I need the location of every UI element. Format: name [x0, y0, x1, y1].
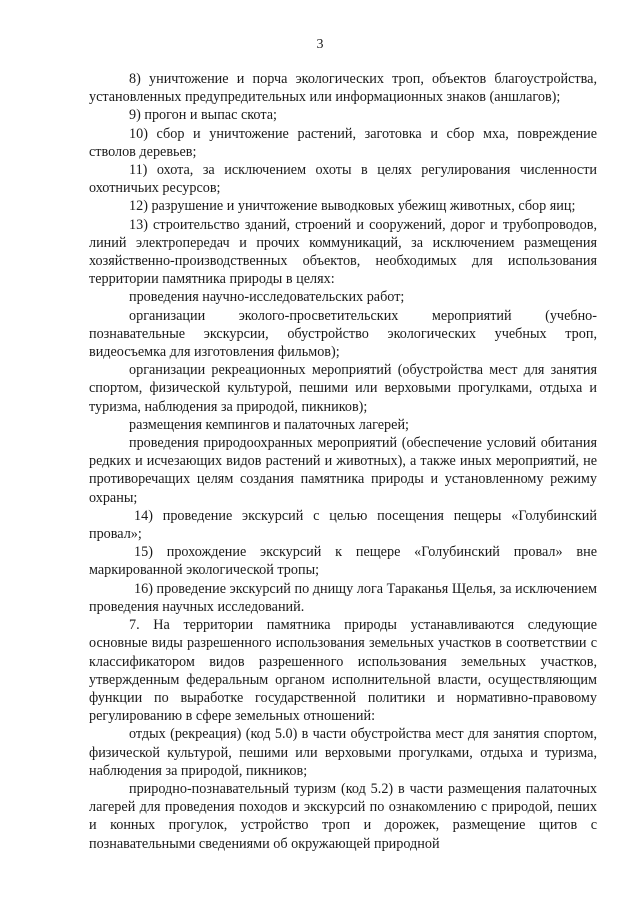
paragraph-item-12: 12) разрушение и уничтожение выводковых убежищ животных, сбор яиц; [129, 198, 576, 215]
paragraph-item-8: 8) уничтожение и порча экологических троп, объектов благоустройства, установленных предупредительных или информационных знаков (аншлагов); [89, 71, 597, 106]
paragraph-item-14: 14) проведение экскурсий с целью посещения пещеры «Голубинский провал»; [89, 507, 597, 543]
paragraph-section-7: 7. На территории памятника природы устанавливаются следующие основные виды разрешенного использования земельных участков в соответствии с классификатором видов разрешенного использования земельных участков, утвержденным федеральным органом исполнительной власти, осуществляющим функции по выработке государственной политики и нормативно-правовому регулированию в сфере земельных отношений: [89, 617, 597, 725]
paragraph-land-use-ecotourism: природно-познавательный туризм (код 5.2) в части размещения палаточных лагерей для проведения походов и экскурсий по ознакомлению с природой, пеших и конных прогулок, устройство троп и дорожек, размещение щитов с познавательными сведениями об окружающей природной [89, 780, 597, 852]
paragraph-land-use-recreation: отдых (рекреация) (код 5.0) в части обустройства мест для занятия спортом, физической культурой, пешими или верховыми прогулками, отдыха и туризма, наблюдения за природой, пикников; [89, 726, 597, 779]
paragraph-item-11: 11) охота, за исключением охоты в целях регулирования численности охотничьих ресурсов; [89, 162, 597, 197]
paragraph-item-9: 9) прогон и выпас скота; [129, 107, 277, 124]
paragraph-purpose-camping: размещения кемпингов и палаточных лагерей; [129, 416, 409, 433]
paragraph-item-15: 15) прохождение экскурсий к пещере «Голубинский провал» вне маркированной экологической тропы; [89, 544, 597, 579]
page-number: 3 [316, 37, 324, 52]
paragraph-purpose-conservation: проведения природоохранных мероприятий (обеспечение условий обитания редких и исчезающих видов растений и животных), а также иных мероприятий, не противоречащих целям создания памятника природы и установленному режиму охраны; [89, 435, 597, 506]
body-text [89, 70, 597, 853]
paragraph-item-13: 13) строительство зданий, строений и сооружений, дорог и трубопроводов, линий электропередач и прочих коммуникаций, за исключением размещения хозяйственно-производственных объектов, необходимых для использования территории памятника природы в целях: [89, 216, 597, 288]
paragraph-purpose-research: проведения научно-исследовательских работ; [129, 289, 405, 306]
paragraph-purpose-recreation: организации рекреационных мероприятий (обустройства мест для занятия спортом, физической культурой, пешими или верховыми прогулками, отдыха и туризма, наблюдения за природой, пикников); [89, 362, 597, 415]
paragraph-purpose-education: организации эколого-просветительских мероприятий (учебно-познавательные экскурсии, обустройство экологических учебных троп, видеосъемка для изготовления фильмов); [89, 307, 597, 361]
paragraph-item-10: 10) сбор и уничтожение растений, заготовка и сбор мха, повреждение стволов деревьев; [89, 125, 597, 160]
paragraph-item-16: 16) проведение экскурсий по днищу лога Тараканья Щелья, за исключением проведения научных исследований. [89, 580, 597, 615]
